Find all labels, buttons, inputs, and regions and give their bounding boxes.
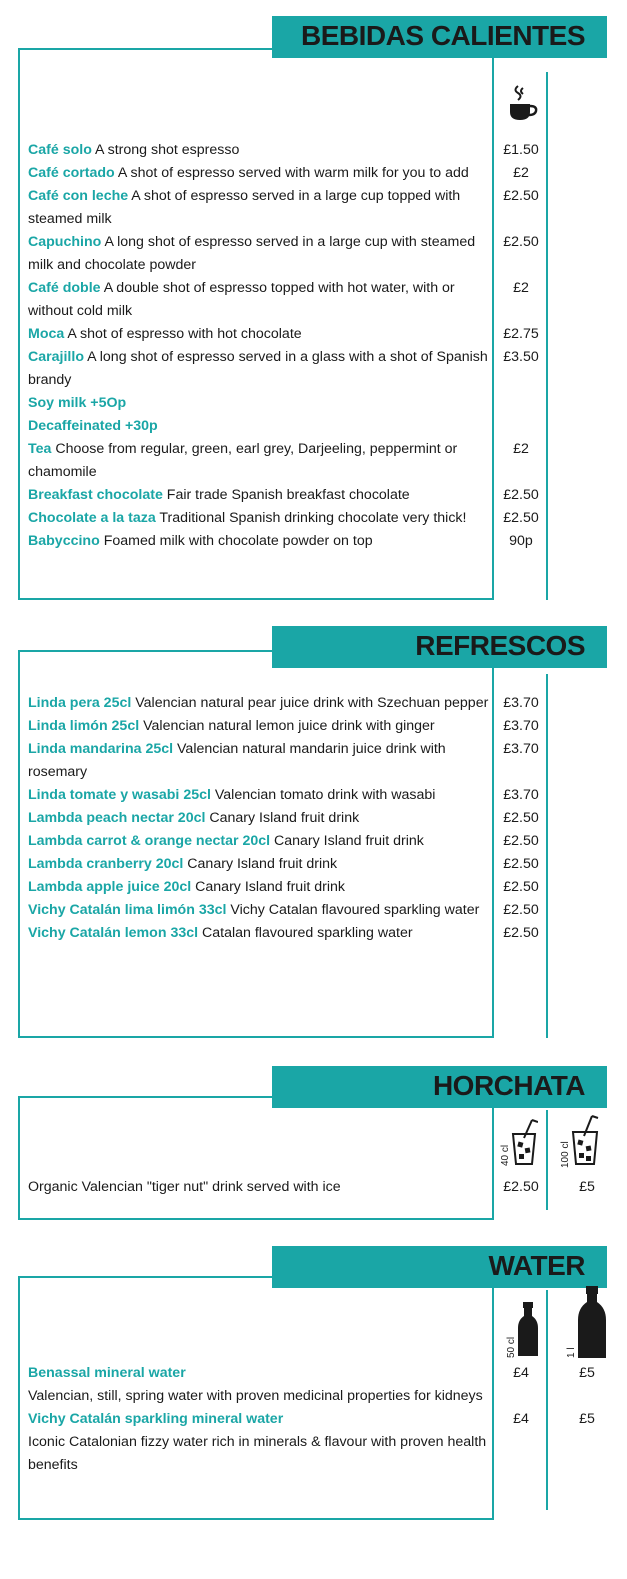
item-price-large: £5 bbox=[579, 1179, 595, 1195]
item-price: £3.70 bbox=[503, 787, 539, 803]
item-price-large: £5 bbox=[579, 1411, 595, 1427]
item-desc: Choose from regular, green, earl grey, Darjeeling, peppermint or chamomile bbox=[28, 441, 458, 480]
size-label-small: 40 cl bbox=[500, 1144, 511, 1166]
item-desc: Canary Island fruit drink bbox=[205, 810, 360, 826]
item-desc: Catalan flavoured sparkling water bbox=[198, 925, 413, 941]
item-name: Vichy Catalán sparkling mineral water bbox=[28, 1411, 284, 1427]
menu-item bbox=[28, 277, 627, 323]
item-price: £2 bbox=[513, 280, 529, 296]
item-desc: Valencian natural lemon juice drink with ginger bbox=[139, 718, 435, 734]
water-banner bbox=[272, 1246, 607, 1288]
water-list bbox=[28, 1362, 627, 1477]
hot-drinks-banner bbox=[272, 16, 607, 58]
item-desc: A shot of espresso with hot chocolate bbox=[64, 326, 302, 342]
item-price: £3.70 bbox=[503, 741, 539, 757]
item-desc: Canary Island fruit drink bbox=[270, 833, 424, 849]
size-label-large: 100 cl bbox=[560, 1141, 571, 1168]
menu-item bbox=[28, 1176, 627, 1199]
item-price: £2.75 bbox=[503, 326, 539, 342]
item-desc: Valencian natural pear juice drink with Szechuan pepper bbox=[131, 695, 489, 711]
item-name: Lambda cranberry 20cl bbox=[28, 856, 184, 872]
large-glass-with-straw-icon bbox=[570, 1114, 600, 1171]
size-label-small: 50 cl bbox=[506, 1336, 517, 1358]
coffee-cup-icon bbox=[508, 84, 538, 129]
item-name: Linda limón 25cl bbox=[28, 718, 140, 734]
hot-drinks-section bbox=[0, 0, 627, 610]
menu-item bbox=[28, 507, 627, 530]
menu-item bbox=[28, 922, 627, 945]
item-name: Café con leche bbox=[28, 188, 129, 204]
item-desc: A strong shot espresso bbox=[91, 142, 240, 158]
item-desc: A shot of espresso served in a large cup topped with steamed milk bbox=[28, 188, 461, 227]
horchata-title: HORCHATA bbox=[432, 1070, 585, 1101]
item-name: Tea bbox=[28, 441, 52, 457]
item-price: £2.50 bbox=[503, 810, 539, 826]
horchata-banner bbox=[272, 1066, 607, 1108]
item-desc: Vichy Catalan flavoured sparkling water bbox=[226, 902, 480, 918]
soft-drinks-title: REFRESCOS bbox=[415, 630, 585, 661]
menu-item bbox=[28, 139, 627, 162]
item-name: Moca bbox=[28, 326, 65, 342]
soft-drinks-section bbox=[0, 610, 627, 1050]
bottle-icon bbox=[518, 1302, 538, 1363]
item-name: Linda mandarina 25cl bbox=[28, 741, 174, 757]
menu-item bbox=[28, 484, 627, 507]
menu-item bbox=[28, 715, 627, 738]
menu-item bbox=[28, 185, 627, 231]
menu-item bbox=[28, 323, 627, 346]
item-price: £2.50 bbox=[503, 510, 539, 526]
item-price: £3.70 bbox=[503, 718, 539, 734]
item-desc: Iconic Catalonian fizzy water rich in minerals & flavour with proven health benefits bbox=[28, 1434, 487, 1473]
menu-item bbox=[28, 876, 627, 899]
item-name: Café doble bbox=[28, 280, 101, 296]
horchata-section bbox=[0, 1050, 627, 1230]
item-name: Soy milk +5Op bbox=[28, 395, 127, 411]
item-desc: Organic Valencian "tiger nut" drink served with ice bbox=[28, 1179, 341, 1195]
item-name: Chocolate a la taza bbox=[28, 510, 156, 526]
item-desc: Valencian natural mandarin juice drink with rosemary bbox=[28, 741, 446, 780]
item-desc: A long shot of espresso served in a glass with a shot of Spanish brandy bbox=[28, 349, 488, 388]
item-name: Babyccino bbox=[28, 533, 100, 549]
item-price: £2.50 bbox=[503, 188, 539, 204]
item-price: £2 bbox=[513, 165, 529, 181]
water-title: WATER bbox=[488, 1250, 585, 1281]
glass-with-straw-icon bbox=[510, 1118, 538, 1171]
item-price: £2.50 bbox=[503, 234, 539, 250]
item-price: £2.50 bbox=[503, 925, 539, 941]
item-desc: A shot of espresso served with warm milk for you to add bbox=[114, 165, 469, 181]
menu-item bbox=[28, 899, 627, 922]
menu-item bbox=[28, 162, 627, 185]
menu-item bbox=[28, 830, 627, 853]
hot-drinks-title: BEBIDAS CALIENTES bbox=[301, 20, 585, 51]
item-price-small: £2.50 bbox=[503, 1179, 539, 1195]
soft-drinks-list bbox=[28, 692, 627, 945]
item-price: £3.50 bbox=[503, 349, 539, 365]
horchata-frame bbox=[18, 1096, 494, 1220]
item-price: £1.50 bbox=[503, 142, 539, 158]
menu-item bbox=[28, 415, 627, 438]
item-price: £2 bbox=[513, 441, 529, 457]
item-desc: A long shot of espresso served in a large cup with steamed milk and chocolate powder bbox=[28, 234, 476, 273]
item-desc: Valencian tomato drink with wasabi bbox=[210, 787, 436, 803]
menu-item bbox=[28, 738, 627, 784]
menu-item bbox=[28, 346, 627, 392]
item-price: £2.50 bbox=[503, 879, 539, 895]
item-price: £2.50 bbox=[503, 902, 539, 918]
item-name: Vichy Catalán lima limón 33cl bbox=[28, 902, 227, 918]
item-price-small: £4 bbox=[513, 1411, 529, 1427]
item-name: Carajillo bbox=[28, 349, 84, 365]
item-price: £2.50 bbox=[503, 487, 539, 503]
soft-drinks-banner bbox=[272, 626, 607, 668]
item-price: £2.50 bbox=[503, 833, 539, 849]
item-price-large: £5 bbox=[579, 1365, 595, 1381]
item-desc: Valencian, still, spring water with proven medicinal properties for kidneys bbox=[28, 1388, 483, 1404]
item-name: Linda pera 25cl bbox=[28, 695, 132, 711]
item-name: Capuchino bbox=[28, 234, 102, 250]
hot-drinks-list bbox=[28, 139, 627, 553]
item-price: £3.70 bbox=[503, 695, 539, 711]
item-name: Lambda peach nectar 20cl bbox=[28, 810, 206, 826]
menu-item bbox=[28, 784, 627, 807]
item-desc: Fair trade Spanish breakfast chocolate bbox=[162, 487, 410, 503]
item-desc: Canary Island fruit drink bbox=[183, 856, 338, 872]
item-name: Benassal mineral water bbox=[28, 1365, 186, 1381]
menu-item bbox=[28, 692, 627, 715]
item-name: Lambda apple juice 20cl bbox=[28, 879, 192, 895]
menu-item bbox=[28, 807, 627, 830]
item-name: Vichy Catalán lemon 33cl bbox=[28, 925, 199, 941]
item-desc: A double shot of espresso topped with hot water, with or without cold milk bbox=[28, 280, 455, 319]
item-name: Linda tomate y wasabi 25cl bbox=[28, 787, 211, 803]
menu-item bbox=[28, 438, 627, 484]
item-name: Decaffeinated +30p bbox=[28, 418, 158, 434]
item-price: £2.50 bbox=[503, 856, 539, 872]
item-desc: Traditional Spanish drinking chocolate very thick! bbox=[155, 510, 467, 526]
large-bottle-icon bbox=[578, 1286, 606, 1363]
menu-item bbox=[28, 392, 627, 415]
item-desc: Canary Island fruit drink bbox=[191, 879, 345, 895]
item-price-small: £4 bbox=[513, 1365, 529, 1381]
item-name: Lambda carrot & orange nectar 20cl bbox=[28, 833, 271, 849]
menu-item bbox=[28, 1408, 627, 1477]
menu-item bbox=[28, 1362, 627, 1408]
item-name: Café cortado bbox=[28, 165, 115, 181]
size-label-large: 1 l bbox=[566, 1347, 577, 1358]
menu-item bbox=[28, 853, 627, 876]
item-name: Breakfast chocolate bbox=[28, 487, 163, 503]
item-price: 90p bbox=[509, 533, 533, 549]
horchata-list bbox=[28, 1176, 627, 1199]
water-section bbox=[0, 1230, 627, 1579]
menu-item bbox=[28, 530, 627, 553]
item-desc: Foamed milk with chocolate powder on top bbox=[99, 533, 373, 549]
menu-item bbox=[28, 231, 627, 277]
item-name: Café solo bbox=[28, 142, 92, 158]
